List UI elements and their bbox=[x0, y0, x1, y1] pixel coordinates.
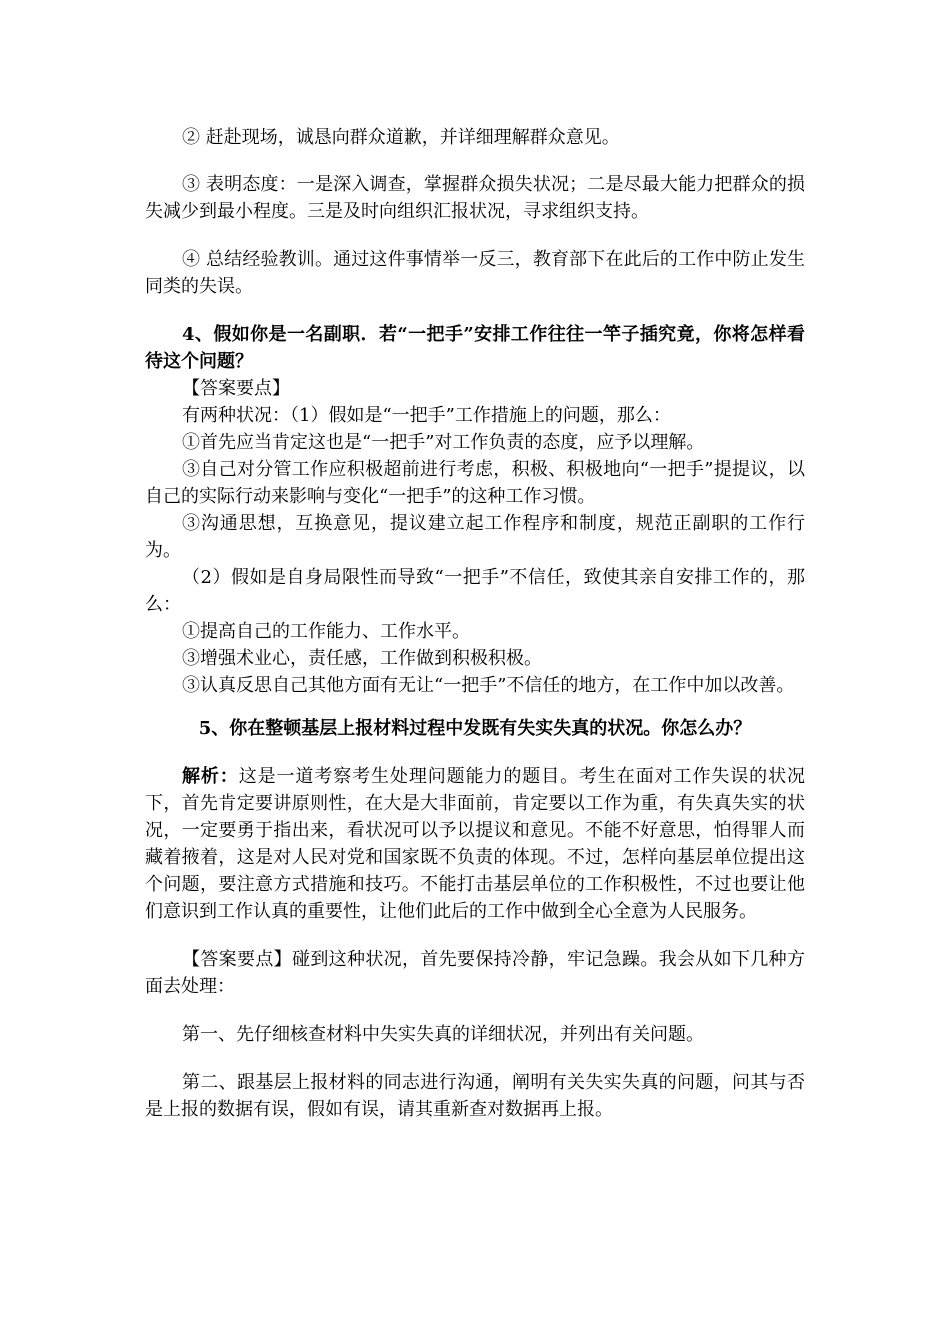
question-4-title: 4、假如你是一名副职．若“一把手”安排工作往往一竿子插究竟，你将怎样看待这个问题？ bbox=[145, 324, 805, 372]
answer-points-label: 【答案要点】 bbox=[182, 378, 290, 399]
q5-answer-points: 【答案要点】碰到这种状况，首先要保持冷静，牢记急躁。我会从如下几种方面去处理： bbox=[145, 949, 805, 997]
paragraph-step-2: ② 赶赴现场，诚恳向群众道歉，并详细理解群众意见。 bbox=[182, 127, 620, 148]
q4-case2-item-1: ①提高自己的工作能力、工作水平。 bbox=[182, 621, 470, 642]
analysis-text: 这是一道考察考生处理问题能力的题目。考生在面对工作失误的状况下，首先肯定要讲原则性，在大是大非面前，肯定要以工作为重，有失真失实的状况，一定要勇于指出来，看状况可以予以提议和意见。不能不好意思，怕得罪人而藏着掖着，这是对人民对党和国家既不负责的体现。不过，怎样向基层单位提出这个问题，要注意方式措施和技巧。不能打击基层单位的工作积极性，不过也要让他们意识到工作认真的重要性，让他们此后的工作中做到全心全意为人民服务。 bbox=[145, 766, 805, 922]
q5-step-2: 第二、跟基层上报材料的同志进行沟通，阐明有关失实失真的问题，问其与否是上报的数据有误，假如有误，请其重新查对数据再上报。 bbox=[145, 1072, 805, 1120]
q5-step-1: 第一、先仔细核查材料中失实失真的详细状况，并列出有关问题。 bbox=[182, 1024, 704, 1045]
q4-case2-item-3: ③认真反思自己其他方面有无让“一把手”不信任的地方，在工作中加以改善。 bbox=[182, 675, 795, 696]
document-body bbox=[145, 124, 805, 1123]
q4-case2: （2）假如是自身局限性而导致“一把手”不信任，致使其亲自安排工作的，那么： bbox=[145, 567, 805, 615]
paragraph-step-4: ④ 总结经验教训。通过这件事情举一反三，教育部下在此后的工作中防止发生同类的失误。 bbox=[145, 249, 805, 297]
q4-intro: 有两种状况：（1）假如是“一把手”工作措施上的问题，那么： bbox=[182, 405, 671, 426]
question-5-title: 5、你在整顿基层上报材料过程中发既有失实失真的状况。你怎么办？ bbox=[198, 718, 752, 739]
q5-analysis bbox=[145, 763, 805, 925]
q4-case1-item-3: ③沟通思想，互换意见，提议建立起工作程序和制度，规范正副职的工作行为。 bbox=[145, 513, 805, 561]
q4-case1-item-1: ①首先应当肯定这也是“一把手”对工作负责的态度，应予以理解。 bbox=[182, 432, 705, 453]
q4-case2-item-2: ③增强术业心，责任感，工作做到积极积极。 bbox=[182, 648, 542, 669]
q4-case1-item-2: ③自己对分管工作应积极超前进行考虑，积极、积极地向“一把手”提提议，以自己的实际行动来影响与变化“一把手”的这种工作习惯。 bbox=[145, 459, 805, 507]
analysis-label: 解析： bbox=[182, 766, 239, 787]
paragraph-step-3: ③ 表明态度：一是深入调查，掌握群众损失状况；二是尽最大能力把群众的损失减少到最小程度。三是及时向组织汇报状况，寻求组织支持。 bbox=[145, 174, 805, 222]
